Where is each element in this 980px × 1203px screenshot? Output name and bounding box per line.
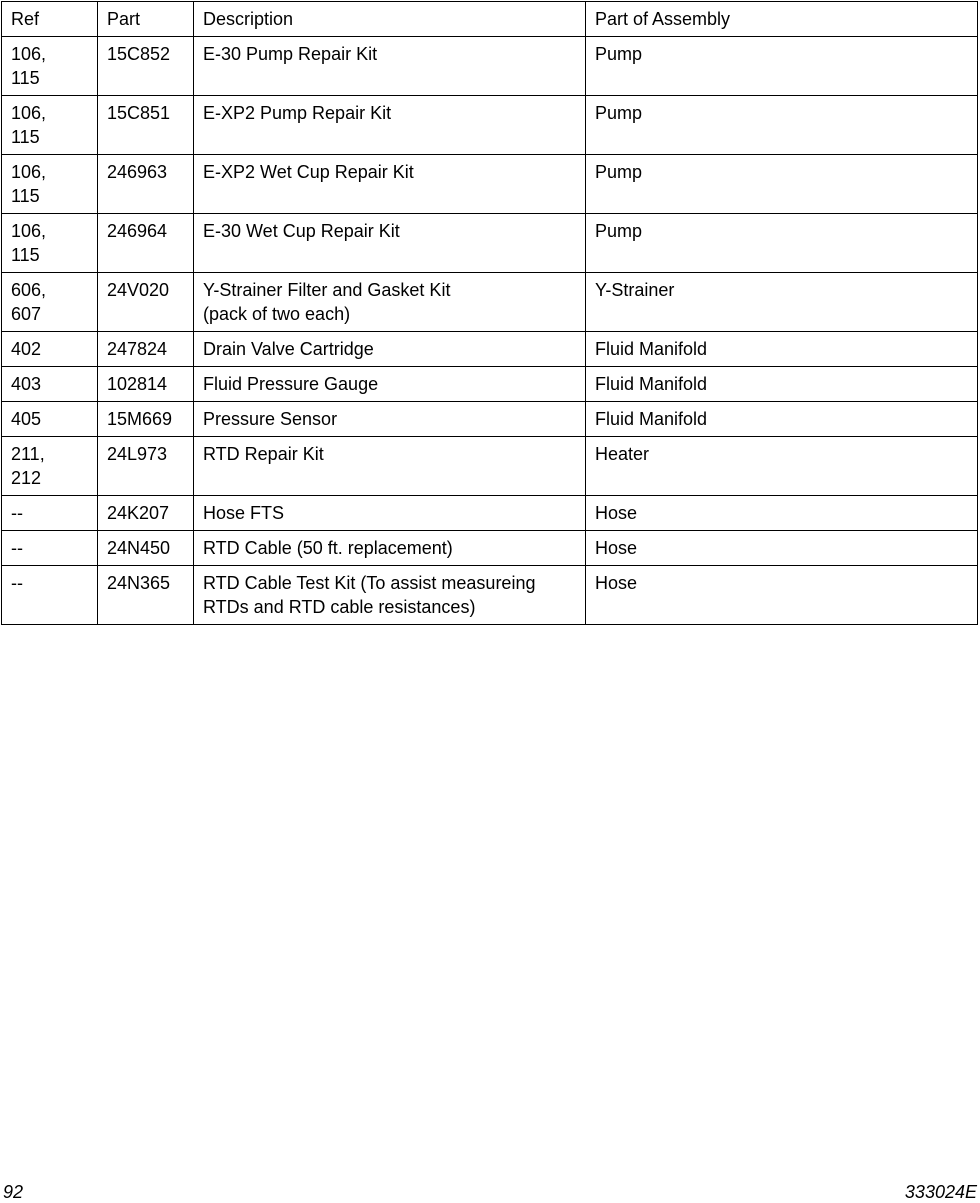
table-row bbox=[2, 96, 978, 155]
header-ref: Ref bbox=[2, 2, 98, 37]
cell-part: 24N450 bbox=[98, 531, 194, 566]
header-row bbox=[2, 2, 978, 37]
table-row bbox=[2, 214, 978, 273]
page-number: 92 bbox=[3, 1182, 24, 1202]
cell-description: E-XP2 Pump Repair Kit bbox=[194, 96, 586, 155]
table-body bbox=[2, 37, 978, 625]
cell-ref: -- bbox=[2, 566, 98, 625]
cell-ref: 211, 212 bbox=[2, 437, 98, 496]
cell-part: 24V020 bbox=[98, 273, 194, 332]
table-row bbox=[2, 566, 978, 625]
table-row bbox=[2, 437, 978, 496]
cell-ref: 106, 115 bbox=[2, 37, 98, 96]
cell-assembly: Pump bbox=[586, 37, 978, 96]
cell-assembly: Fluid Manifold bbox=[586, 402, 978, 437]
table-row bbox=[2, 496, 978, 531]
cell-part: 24L973 bbox=[98, 437, 194, 496]
cell-description: RTD Cable (50 ft. replacement) bbox=[194, 531, 586, 566]
cell-part: 15C851 bbox=[98, 96, 194, 155]
cell-part: 24K207 bbox=[98, 496, 194, 531]
cell-ref: 402 bbox=[2, 332, 98, 367]
cell-ref: 606, 607 bbox=[2, 273, 98, 332]
cell-description: RTD Cable Test Kit (To assist measureing RTDs and RTD cable resistances) bbox=[194, 566, 586, 625]
table-row bbox=[2, 37, 978, 96]
cell-part: 15M669 bbox=[98, 402, 194, 437]
cell-part: 15C852 bbox=[98, 37, 194, 96]
cell-description: RTD Repair Kit bbox=[194, 437, 586, 496]
cell-assembly: Pump bbox=[586, 155, 978, 214]
table-row bbox=[2, 367, 978, 402]
header-part: Part bbox=[98, 2, 194, 37]
header-description: Description bbox=[194, 2, 586, 37]
cell-ref: 106, 115 bbox=[2, 214, 98, 273]
cell-ref: 403 bbox=[2, 367, 98, 402]
cell-description: E-30 Pump Repair Kit bbox=[194, 37, 586, 96]
cell-assembly: Hose bbox=[586, 531, 978, 566]
cell-assembly: Heater bbox=[586, 437, 978, 496]
cell-ref: -- bbox=[2, 496, 98, 531]
cell-description: E-30 Wet Cup Repair Kit bbox=[194, 214, 586, 273]
cell-part: 246963 bbox=[98, 155, 194, 214]
cell-description: Hose FTS bbox=[194, 496, 586, 531]
cell-ref: -- bbox=[2, 531, 98, 566]
cell-description: Drain Valve Cartridge bbox=[194, 332, 586, 367]
table-header bbox=[2, 2, 978, 37]
table-row bbox=[2, 332, 978, 367]
cell-ref: 405 bbox=[2, 402, 98, 437]
cell-assembly: Hose bbox=[586, 496, 978, 531]
cell-assembly: Fluid Manifold bbox=[586, 367, 978, 402]
parts-table bbox=[1, 1, 978, 625]
cell-assembly: Y-Strainer bbox=[586, 273, 978, 332]
cell-part: 102814 bbox=[98, 367, 194, 402]
table-row bbox=[2, 402, 978, 437]
table-row bbox=[2, 531, 978, 566]
cell-description: E-XP2 Wet Cup Repair Kit bbox=[194, 155, 586, 214]
cell-assembly: Fluid Manifold bbox=[586, 332, 978, 367]
cell-description: Y-Strainer Filter and Gasket Kit (pack of two each) bbox=[194, 273, 586, 332]
cell-assembly: Hose bbox=[586, 566, 978, 625]
cell-ref: 106, 115 bbox=[2, 155, 98, 214]
table-row bbox=[2, 273, 978, 332]
cell-assembly: Pump bbox=[586, 214, 978, 273]
table-row bbox=[2, 155, 978, 214]
document-number: 333024E bbox=[904, 1182, 977, 1202]
cell-part: 24N365 bbox=[98, 566, 194, 625]
cell-ref: 106, 115 bbox=[2, 96, 98, 155]
cell-part: 246964 bbox=[98, 214, 194, 273]
cell-part: 247824 bbox=[98, 332, 194, 367]
cell-description: Fluid Pressure Gauge bbox=[194, 367, 586, 402]
cell-assembly: Pump bbox=[586, 96, 978, 155]
cell-description: Pressure Sensor bbox=[194, 402, 586, 437]
header-assembly: Part of Assembly bbox=[586, 2, 978, 37]
